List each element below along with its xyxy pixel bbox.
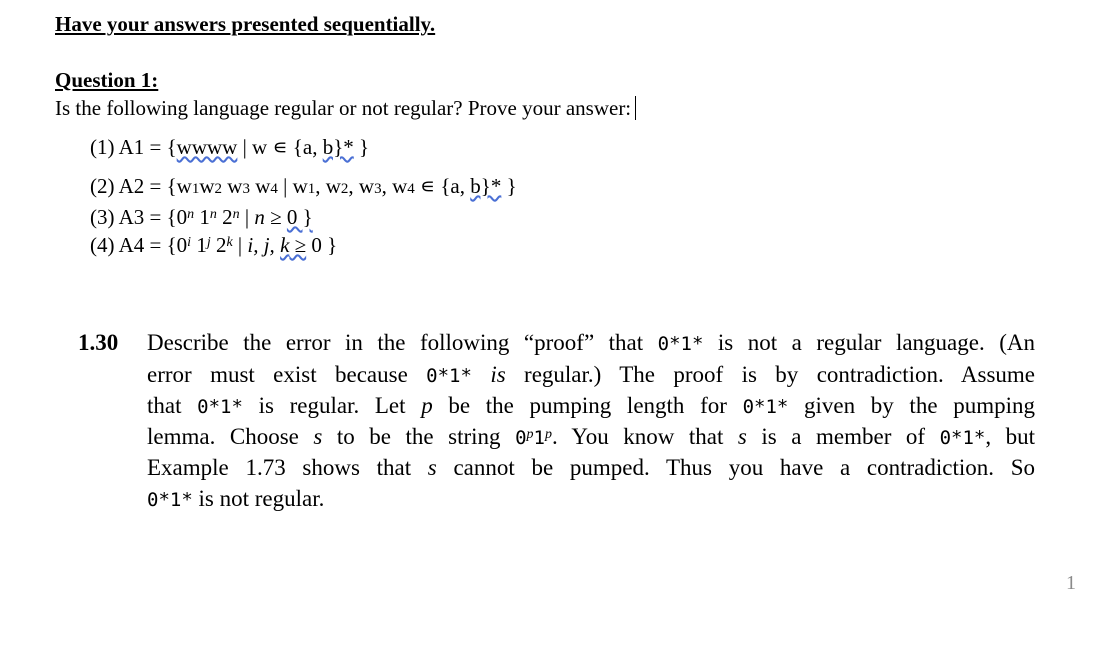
- wwww-term: wwww: [176, 135, 238, 159]
- prompt-text: Is the following language regular or not regular? Prove your answer:: [55, 96, 632, 120]
- exercise-line-4: lemma. Choose s to be the string 0$^p$1$^p$. You know that s is a member of 0*1*, but: [147, 424, 1036, 449]
- exercise-line-3: that 0*1* is regular. Let p be the pumping length for 0*1* given by the pumping: [147, 393, 1035, 418]
- element-of-symbol: ∊: [272, 135, 288, 159]
- exercise-line-6: 0*1* is not regular.: [147, 486, 325, 511]
- exercise-line-2: error must exist because 0*1* is regular.) The proof is by contradiction. Assume: [147, 362, 1036, 387]
- exercise-number: 1.30: [78, 330, 119, 355]
- text-cursor: [635, 96, 636, 120]
- exercise-line-5: Example 1.73 shows that s cannot be pumped. Thus you have a contradiction. So: [147, 455, 1035, 480]
- language-item-2: (2) A2 = {w1w2 w3 w4 | w1, w2, w3, w4 ∊ {a, b}* }: [90, 174, 517, 198]
- instruction-heading: Have your answers presented sequentially.: [55, 12, 436, 36]
- alphabet-star-term: b}*: [322, 135, 354, 159]
- question-title: Question 1:: [55, 68, 159, 92]
- language-item-3: (3) $A3 = \{0^n$ 1$^n$ 2$^n$ | n ≥ 0 }: [90, 205, 313, 229]
- question-prompt: [55, 96, 636, 121]
- language-item-4: (4) $A4 = \{0^i$ 1$^j$ 2$^k$ | i, j, k ≥ 0 }: [90, 233, 338, 257]
- language-item-1: (1) A1 = {wwww | w ∊ {a, b}* }: [90, 135, 370, 159]
- page-number: 1: [1066, 572, 1076, 594]
- exercise-line-1: Describe the error in the following “proof” that 0*1* is not a regular language. (An: [147, 330, 1035, 355]
- element-of-symbol: ∊: [420, 174, 436, 198]
- alphabet-star-term: b}*: [470, 174, 502, 198]
